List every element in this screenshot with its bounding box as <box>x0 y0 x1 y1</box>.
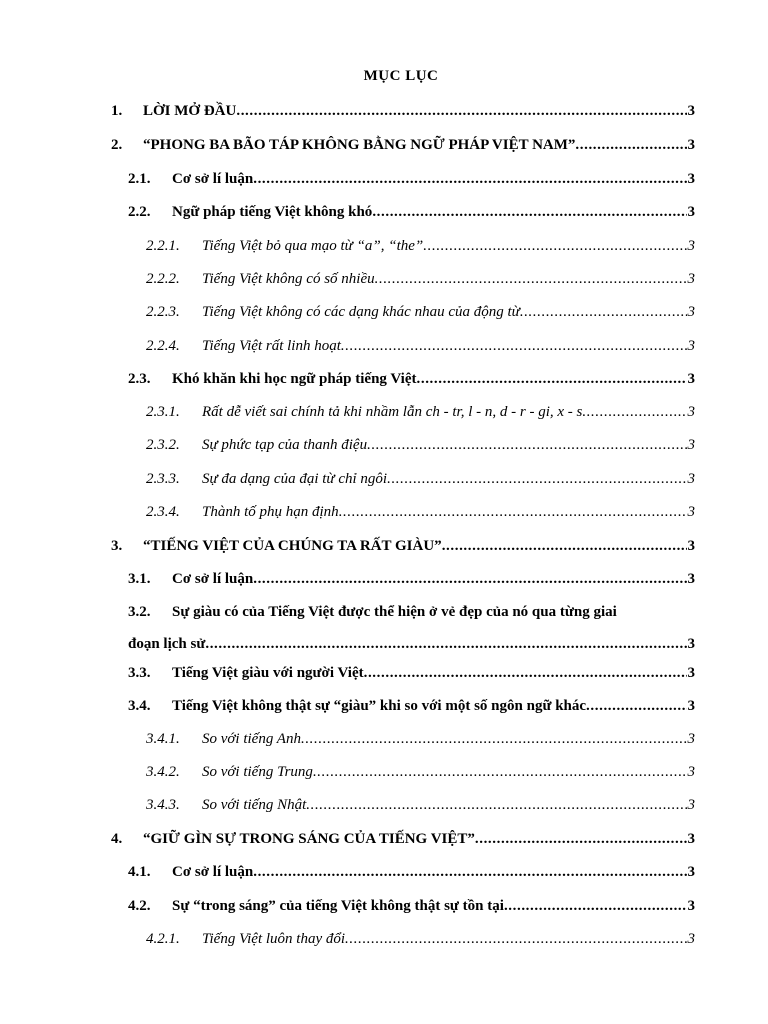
toc-entry[interactable] <box>146 303 695 321</box>
dot-leader <box>575 136 686 154</box>
dot-leader <box>313 763 687 781</box>
toc-entry[interactable] <box>146 503 695 521</box>
entry-number: 4.2.1. <box>146 931 180 947</box>
entry-page: 3 <box>687 271 695 287</box>
entry-number: 2.3. <box>128 371 151 387</box>
entry-number: 3.4.1. <box>146 731 180 747</box>
entry-page: 3 <box>687 504 695 520</box>
entry-title: So với tiếng Trung <box>202 764 313 780</box>
toc-entry[interactable] <box>146 930 695 948</box>
entry-page: 3 <box>687 898 695 914</box>
entry-page: 3 <box>687 437 695 453</box>
entry-title: Tiếng Việt bỏ qua mạo từ “a”, “the” <box>202 238 424 254</box>
toc-entry[interactable] <box>146 237 695 255</box>
entry-line-1 <box>128 603 695 621</box>
toc-entry[interactable] <box>128 664 695 682</box>
toc-entry[interactable] <box>111 136 695 154</box>
toc-entry[interactable] <box>146 796 695 814</box>
dot-leader <box>205 635 686 653</box>
dot-leader <box>253 570 686 588</box>
entry-title: Cơ sở lí luận <box>172 571 254 587</box>
dot-leader <box>417 370 687 388</box>
entry-page: 3 <box>687 731 695 747</box>
entry-title: “TIẾNG VIỆT CỦA CHÚNG TA RẤT GIÀU” <box>143 538 442 554</box>
entry-number: 2.2.1. <box>146 238 180 254</box>
entry-page: 3 <box>687 404 695 420</box>
dot-leader <box>341 337 687 355</box>
toc-entry[interactable] <box>146 730 695 748</box>
entry-number: 2.2.4. <box>146 338 180 354</box>
toc-entry[interactable] <box>146 403 695 421</box>
entry-number: 3.4.2. <box>146 764 180 780</box>
entry-page: 3 <box>687 137 695 153</box>
toc-entry[interactable] <box>146 470 695 488</box>
entry-title: “PHONG BA BÃO TÁP KHÔNG BẰNG NGỮ PHÁP VIỆT NAM” <box>143 137 576 153</box>
entry-page: 3 <box>687 171 695 187</box>
entry-number: 2.2. <box>128 204 151 220</box>
entry-number: 1. <box>111 103 123 119</box>
entry-title: Tiếng Việt giàu với người Việt <box>172 665 364 681</box>
toc-entry[interactable] <box>128 170 695 188</box>
dot-leader <box>582 403 686 421</box>
toc-entry[interactable] <box>146 763 695 781</box>
toc-entry[interactable] <box>128 603 695 653</box>
entry-title-continued: đoạn lịch sử <box>128 636 206 652</box>
entry-number: 2. <box>111 137 123 153</box>
toc-entry[interactable] <box>128 203 695 221</box>
entry-page: 3 <box>687 698 695 714</box>
entry-number: 2.3.2. <box>146 437 180 453</box>
entry-page: 3 <box>687 864 695 880</box>
dot-leader <box>375 270 687 288</box>
dot-leader <box>301 730 687 748</box>
dot-leader <box>475 830 687 848</box>
dot-leader <box>372 203 686 221</box>
entry-number: 2.2.3. <box>146 304 180 320</box>
entry-page: 3 <box>687 304 695 320</box>
entry-page: 3 <box>687 204 695 220</box>
entry-number: 2.3.3. <box>146 471 180 487</box>
dot-leader <box>236 102 686 120</box>
dot-leader <box>364 664 687 682</box>
entry-number: 2.1. <box>128 171 151 187</box>
toc-entry[interactable] <box>128 863 695 881</box>
entry-title: Sự phức tạp của thanh điệu <box>202 437 368 453</box>
dot-leader <box>253 170 686 188</box>
dot-leader <box>345 930 686 948</box>
toc-entry[interactable] <box>111 537 695 555</box>
toc-entry[interactable] <box>128 570 695 588</box>
toc-entry[interactable] <box>111 102 695 120</box>
entry-title: Tiếng Việt không có số nhiều <box>202 271 375 287</box>
toc-entry[interactable] <box>111 830 695 848</box>
entry-page: 3 <box>687 636 695 652</box>
entry-number: 3.3. <box>128 665 151 681</box>
entry-line-2 <box>128 635 695 653</box>
dot-leader <box>387 470 686 488</box>
toc-entry[interactable] <box>128 370 695 388</box>
entry-page: 3 <box>687 571 695 587</box>
dot-leader <box>253 863 686 881</box>
dot-leader <box>442 537 687 555</box>
entry-title: Thành tố phụ hạn định <box>202 504 339 520</box>
entry-title: So với tiếng Nhật <box>202 797 307 813</box>
toc-entry[interactable] <box>146 270 695 288</box>
entry-number: 3.4.3. <box>146 797 180 813</box>
toc-entry[interactable] <box>128 897 695 915</box>
entry-page: 3 <box>687 797 695 813</box>
toc-entry[interactable] <box>146 337 695 355</box>
entry-title: Sự “trong sáng” của tiếng Việt không thật sự tồn tại <box>172 898 504 914</box>
entry-number: 3.1. <box>128 571 151 587</box>
entry-page: 3 <box>687 238 695 254</box>
entry-number: 2.3.4. <box>146 504 180 520</box>
dot-leader <box>423 237 686 255</box>
entry-title: LỜI MỞ ĐẦU <box>143 103 237 119</box>
entry-title: Tiếng Việt luôn thay đổi <box>202 931 346 947</box>
entry-page: 3 <box>687 665 695 681</box>
entry-title: Cơ sở lí luận <box>172 171 254 187</box>
entry-number: 2.2.2. <box>146 271 180 287</box>
entry-number: 3.2. <box>128 604 151 620</box>
entry-page: 3 <box>687 338 695 354</box>
entry-page: 3 <box>687 471 695 487</box>
dot-leader <box>504 897 687 915</box>
dot-leader <box>586 697 686 715</box>
dot-leader <box>520 303 687 321</box>
entry-number: 3.4. <box>128 698 151 714</box>
dot-leader <box>339 503 687 521</box>
dot-leader <box>306 796 686 814</box>
toc-title: MỤC LỤC <box>363 68 439 84</box>
entry-title: Tiếng Việt rất linh hoạt <box>202 338 341 354</box>
entry-title: “GIỮ GÌN SỰ TRONG SÁNG CỦA TIẾNG VIỆT” <box>143 831 475 847</box>
entry-title: Sự đa dạng của đại từ chỉ ngôi <box>202 471 388 487</box>
toc-entry[interactable] <box>128 697 695 715</box>
entry-title: So với tiếng Anh <box>202 731 301 747</box>
entry-title: Cơ sở lí luận <box>172 864 254 880</box>
entry-page: 3 <box>687 764 695 780</box>
entry-title: Rất dễ viết sai chính tả khi nhầm lẫn ch - tr, l - n, d - r - gi, x - s <box>202 404 583 420</box>
entry-number: 3. <box>111 538 123 554</box>
entry-number: 2.3.1. <box>146 404 180 420</box>
entry-page: 3 <box>687 931 695 947</box>
entry-page: 3 <box>687 371 695 387</box>
entry-number: 4. <box>111 831 123 847</box>
entry-title: Tiếng Việt không thật sự “giàu” khi so với một số ngôn ngữ khác <box>172 698 587 714</box>
entry-number: 4.1. <box>128 864 151 880</box>
toc-entry[interactable] <box>146 436 695 454</box>
entry-page: 3 <box>687 831 695 847</box>
entry-title: Sự giàu có của Tiếng Việt được thể hiện ở vẻ đẹp của nó qua từng giai <box>172 604 617 620</box>
entry-page: 3 <box>687 103 695 119</box>
entry-number: 4.2. <box>128 898 151 914</box>
entry-page: 3 <box>687 538 695 554</box>
entry-title: Tiếng Việt không có các dạng khác nhau của động từ <box>202 304 520 320</box>
entry-title: Ngữ pháp tiếng Việt không khó <box>172 204 373 220</box>
entry-title: Khó khăn khi học ngữ pháp tiếng Việt <box>172 371 417 387</box>
dot-leader <box>367 436 686 454</box>
